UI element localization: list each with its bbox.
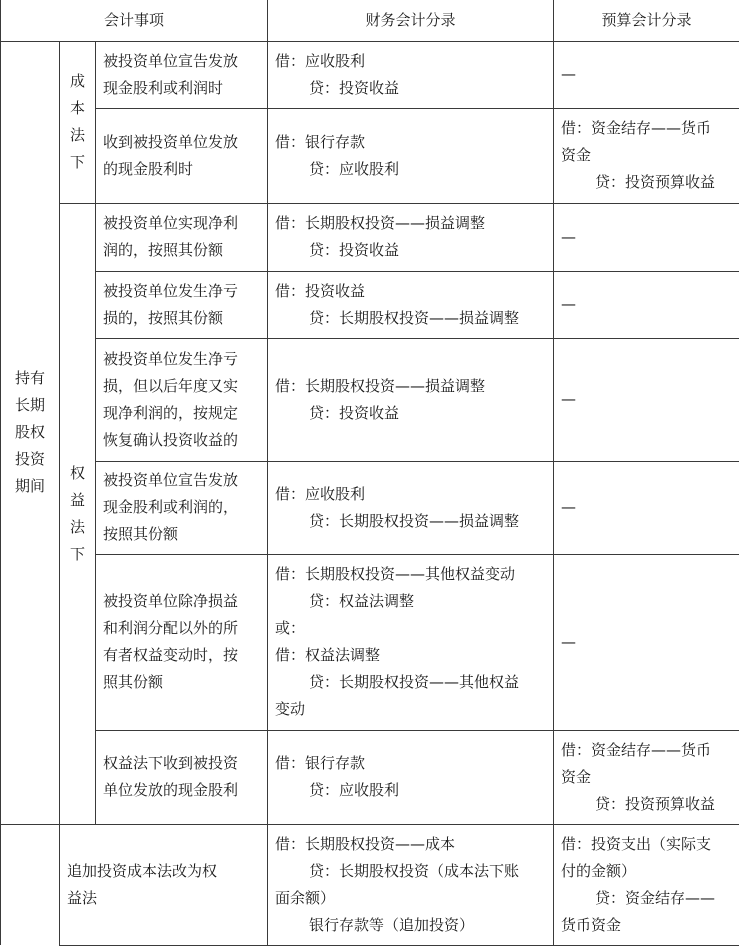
budget-entry-cell: 借：资金结存——货币 资金 贷：投资预算收益 — [554, 730, 739, 824]
table-row — [1, 271, 739, 338]
financial-entry-cell: 借：投资收益 贷：长期股权投资——损益调整 — [268, 271, 554, 338]
budget-entry-cell: 借：投资支出（实际支 付的金额） 贷：资金结存—— 货币资金 — [554, 824, 739, 945]
event-cell: 被投资单位发生净亏 损，但以后年度又实 现净利润的，按规定 恢复确认投资收益的 — [96, 338, 268, 461]
event-cell: 权益法下收到被投资 单位发放的现金股利 — [96, 730, 268, 824]
financial-entry-cell: 借：长期股权投资——损益调整 贷：投资收益 — [268, 203, 554, 271]
event-cell: 收到被投资单位发放 的现金股利时 — [96, 108, 268, 203]
header-row — [1, 0, 739, 41]
table-row — [1, 824, 739, 945]
event-cell: 被投资单位除净损益 和利润分配以外的所 有者权益变动时，按 照其份额 — [96, 554, 268, 730]
financial-entry-cell: 借：应收股利 贷：投资收益 — [268, 41, 554, 108]
event-cell: 被投资单位实现净利 润的，按照其份额 — [96, 203, 268, 271]
table-row — [1, 730, 739, 824]
budget-entry-cell: 借：资金结存——货币 资金 贷：投资预算收益 — [554, 108, 739, 203]
budget-entry-cell: — — [554, 203, 739, 271]
header-financial-entry: 财务会计分录 — [268, 0, 554, 41]
holding-period-label: 持有 长期 股权 投资 期间 — [1, 41, 60, 824]
budget-entry-cell: — — [554, 41, 739, 108]
table-row — [1, 461, 739, 554]
budget-entry-cell: — — [554, 271, 739, 338]
financial-entry-cell: 借：长期股权投资——其他权益变动 贷：权益法调整 或： 借：权益法调整 贷：长期股权投资——其他权益 变动 — [268, 554, 554, 730]
header-accounting-event: 会计事项 — [1, 0, 268, 41]
header-budget-entry: 预算会计分录 — [554, 0, 739, 41]
event-cell: 追加投资成本法改为权 益法 — [60, 824, 268, 945]
financial-entry-cell: 借：银行存款 贷：应收股利 — [268, 730, 554, 824]
table-row — [1, 338, 739, 461]
table-row — [1, 108, 739, 203]
budget-entry-cell: — — [554, 554, 739, 730]
financial-entry-cell: 借：应收股利 贷：长期股权投资——损益调整 — [268, 461, 554, 554]
event-cell: 被投资单位宣告发放 现金股利或利润时 — [96, 41, 268, 108]
event-cell: 被投资单位宣告发放 现金股利或利润的， 按照其份额 — [96, 461, 268, 554]
table-row — [1, 554, 739, 730]
budget-entry-cell: — — [554, 338, 739, 461]
financial-entry-cell: 借：长期股权投资——成本 贷：长期股权投资（成本法下账 面余额） 银行存款等（追加投资） — [268, 824, 554, 945]
financial-entry-cell: 借：银行存款 贷：应收股利 — [268, 108, 554, 203]
equity-method-label: 权 益 法 下 — [60, 203, 96, 824]
financial-entry-cell: 借：长期股权投资——损益调整 贷：投资收益 — [268, 338, 554, 461]
table-row — [1, 203, 739, 271]
cost-method-label: 成 本 法 下 — [60, 41, 96, 203]
event-cell: 被投资单位发生净亏 损的，按照其份额 — [96, 271, 268, 338]
budget-entry-cell: — — [554, 461, 739, 554]
table-row — [1, 41, 739, 108]
holding-period-label-continued — [1, 824, 60, 945]
